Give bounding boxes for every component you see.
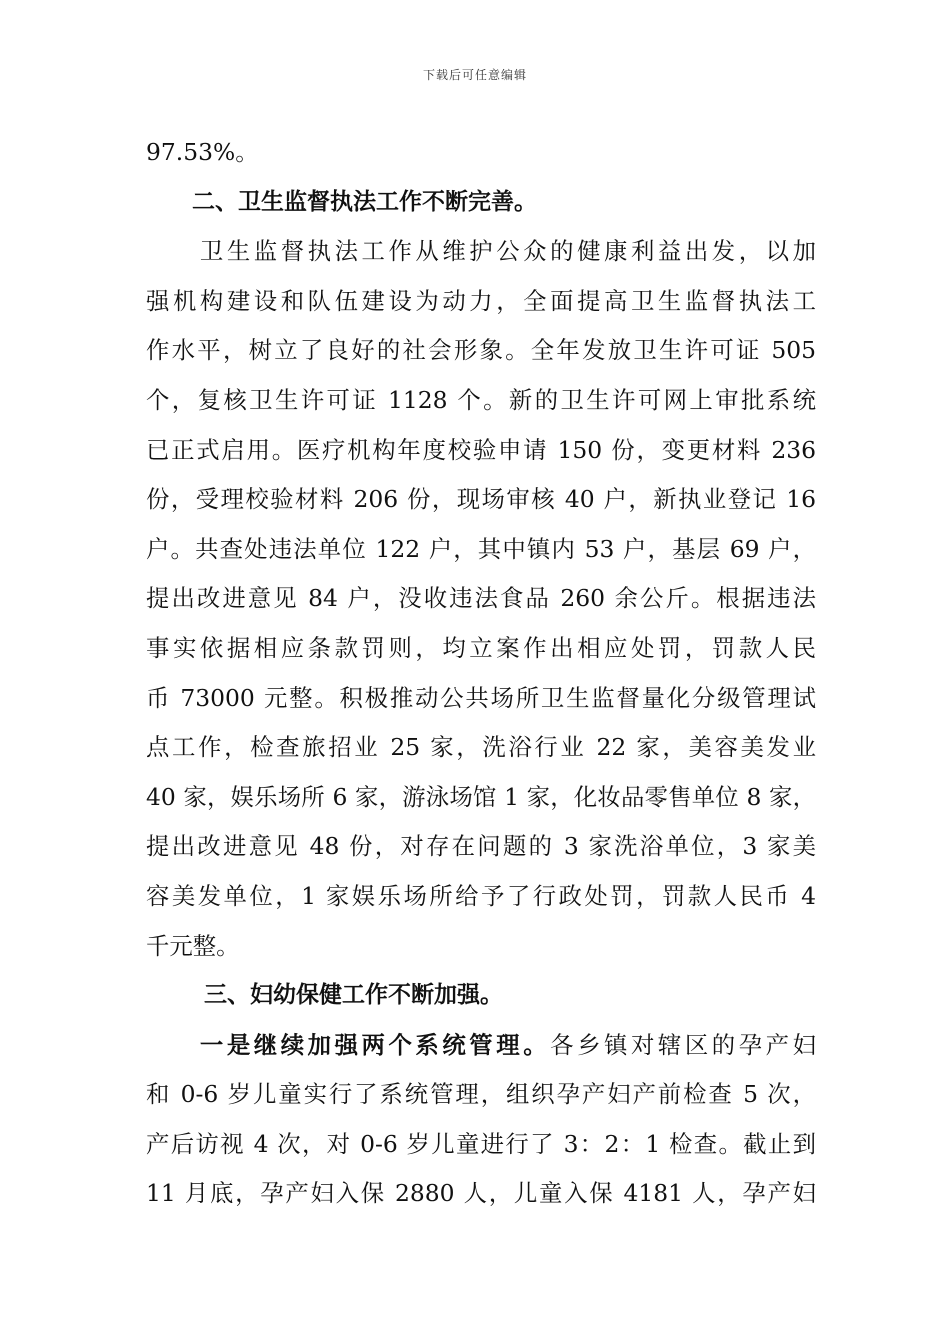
text-line: 户。共查处违法单位 122 户，其中镇内 53 户，基层 69 户，	[146, 534, 816, 563]
text-line: 40 家，娱乐场所 6 家，游泳场馆 1 家，化妆品零售单位 8 家，	[146, 782, 816, 811]
section-heading: 二、卫生监督执法工作不断完善。	[192, 188, 537, 215]
text-line: 强机构建设和队伍建设为动力，全面提高卫生监督执法工	[146, 286, 816, 315]
text-line: 容美发单位，1 家娱乐场所给予了行政处罚，罚款人民币 4	[146, 881, 816, 910]
text-line: 千元整。	[146, 931, 240, 960]
text-line: 个，复核卫生许可证 1128 个。新的卫生许可网上审批系统	[146, 385, 816, 414]
text-line: 提出改进意见 84 户，没收违法食品 260 余公斤。根据违法	[146, 584, 816, 613]
text-line: 提出改进意见 48 份，对存在问题的 3 家洗浴单位，3 家美	[146, 832, 816, 861]
text-line: 份，受理校验材料 206 份，现场审核 40 户，新执业登记 16	[146, 485, 816, 514]
text-line: 币 73000 元整。积极推动公共场所卫生监督量化分级管理试	[146, 683, 816, 712]
text-line: 产后访视 4 次，对 0-6 岁儿童进行了 3：2：1 检查。截止到	[146, 1129, 816, 1158]
text-line: 卫生监督执法工作从维护公众的健康利益出发，以加	[146, 237, 816, 266]
paragraph-text: 各乡镇对辖区的孕产妇	[550, 1030, 817, 1059]
text-line: 作水平，树立了良好的社会形象。全年发放卫生许可证 505	[146, 336, 816, 365]
text-line: 事实依据相应条款罚则，均立案作出相应处罚，罚款人民	[146, 633, 816, 662]
text-line: 点工作，检查旅招业 25 家，洗浴行业 22 家，美容美发业	[146, 733, 816, 762]
text-line	[146, 1021, 816, 1071]
text-line: 97.53%。	[146, 138, 259, 166]
text-line: 11 月底，孕产妇入保 2880 人，儿童入保 4181 人，孕产妇	[146, 1179, 816, 1208]
page-header: 下载后可任意编辑	[422, 68, 527, 82]
paragraph-lead: 一是继续加强两个系统管理。	[199, 1030, 551, 1059]
text-line: 和 0-6 岁儿童实行了系统管理，组织孕产妇产前检查 5 次，	[146, 1080, 816, 1109]
document-body	[146, 128, 816, 1219]
section-heading: 三、妇幼保健工作不断加强。	[204, 982, 503, 1009]
text-line: 已正式启用。医疗机构年度校验申请 150 份，变更材料 236	[146, 435, 816, 464]
